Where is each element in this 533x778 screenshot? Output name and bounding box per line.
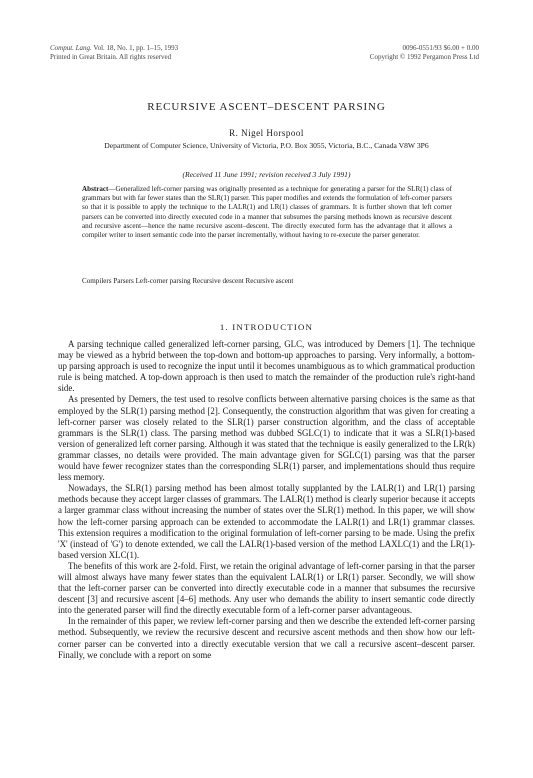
journal-citation (50, 44, 178, 62)
received-dates: (Received 11 June 1991; revision received 3 July 1991) (182, 170, 351, 179)
paragraph: In the remainder of this paper, we review left-corner parsing and then we describe the extended left-corner parsing method. Subsequently, we review the recursive descent and recursive ascent methods and then show how our left-corner parser can be converted into a directly executable version that we call a recursive ascent–descent parser. Finally, we conclude with a report on some (58, 616, 475, 660)
journal-price-block (370, 44, 479, 62)
paragraph: A parsing technique called generalized left-corner parsing, GLC, was introduced by Demers [1]. The technique may be viewed as a hybrid between the top-down and bottom-up approaches to parsing. Very informally, a bottom-up parsing approach is used to recognize the input until it becomes unambiguous as to which grammatical production rule is being matched. A top-down approach is then used to match the remainder of the production rule's right-hand side. (58, 339, 475, 394)
journal-name: Comput. Lang. (50, 44, 92, 52)
printed-notice: Printed in Great Britain. All rights reserved (50, 53, 172, 61)
paragraph: The benefits of this work are 2-fold. First, we retain the original advantage of left-corner parsing in that the parser will almost always have many fewer states than the equivalent LALR(1) or LR(1) parser. Secondly, we will show that the left-corner parser can be converted into directly executable code in a manner that subsumes the recursive descent [3] and recursive ascent [4–6] methods. Any user who demands the ability to insert semantic code directly into the generated parser will find the directly executable form of a left-corner parser advantageous. (58, 560, 475, 616)
paper-title: RECURSIVE ASCENT–DESCENT PARSING (147, 101, 386, 113)
body-text (58, 339, 475, 661)
price-code: 0096-0551/93 $6.00 + 0.00 (402, 44, 479, 52)
section-heading: 1. INTRODUCTION (219, 322, 314, 332)
author-name: R. Nigel Horspool (229, 128, 304, 138)
abstract (82, 185, 452, 240)
abstract-label: Abstract (82, 185, 109, 193)
keywords: Compilers Parsers Left-corner parsing Recursive descent Recursive ascent (82, 277, 294, 285)
author-affiliation: Department of Computer Science, University of Victoria, P.O. Box 3055, Victoria, B.C., Canada V8W 3P6 (104, 141, 429, 150)
paragraph: Nowadays, the SLR(1) parsing method has been almost totally supplanted by the LALR(1) and LR(1) parsing methods because they accept larger classes of grammars. The LALR(1) method is clearly superior because it accepts a larger grammar class without increasing the number of states over the SLR(1) method. In this paper, we will show how the left-corner parsing approach can be extended to accommodate the LALR(1) and LR(1) grammar classes. This extension requires a modification to the original formulation of left-corner parsing to be made. Using the prefix 'X' (instead of 'G') to denote extended, we call the LALR(1)-based version of the method LAXLC(1) and the LR(1)-based version XLC(1). (58, 483, 475, 560)
copyright-notice: Copyright © 1992 Pergamon Press Ltd (369, 53, 479, 61)
journal-issue: Vol. 18, No. 1, pp. 1–15, 1993 (91, 44, 179, 52)
abstract-text: —Generalized left-corner parsing was originally presented as a technique for generating a parser for the SLR(1) class of grammars but with far fewer states than the SLR(1) parser. This paper modifies and extends the formulation of left-corner parsers so that it is possible to apply the technique to the LALR(1) and LR(1) classes of grammars. It is further shown that left corner parsers can be converted into directly executed code in a manner that subsumes the parsing methods known as recursive descent and recursive ascent—hence the name recursive ascent–descent. The directly executed form has the advantage that it allows a compiler writer to insert semantic code into the parser incrementally, without having to re-execute the parser generator. (82, 185, 452, 240)
paragraph: As presented by Demers, the test used to resolve conflicts between alternative parsing choices is the same as that employed by the SLR(1) parsing method [2]. Consequently, the construction algorithm that was given for creating a left-corner parser was closely related to the SLR(1) parser construction algorithm, and the class of acceptable grammars is the SLR(1) class. The parsing method was dubbed SGLC(1) to indicate that it was a SLR(1)-based version of generalized left corner parsing. Although it was stated that the technique is easily generalized to the LR(k) grammar classes, no details were provided. The main advantage given for SGLC(1) parsing was that the parser would have fewer recognizer states than the corresponding SLR(1) parser, and implementations should thus require less memory. (58, 394, 475, 483)
